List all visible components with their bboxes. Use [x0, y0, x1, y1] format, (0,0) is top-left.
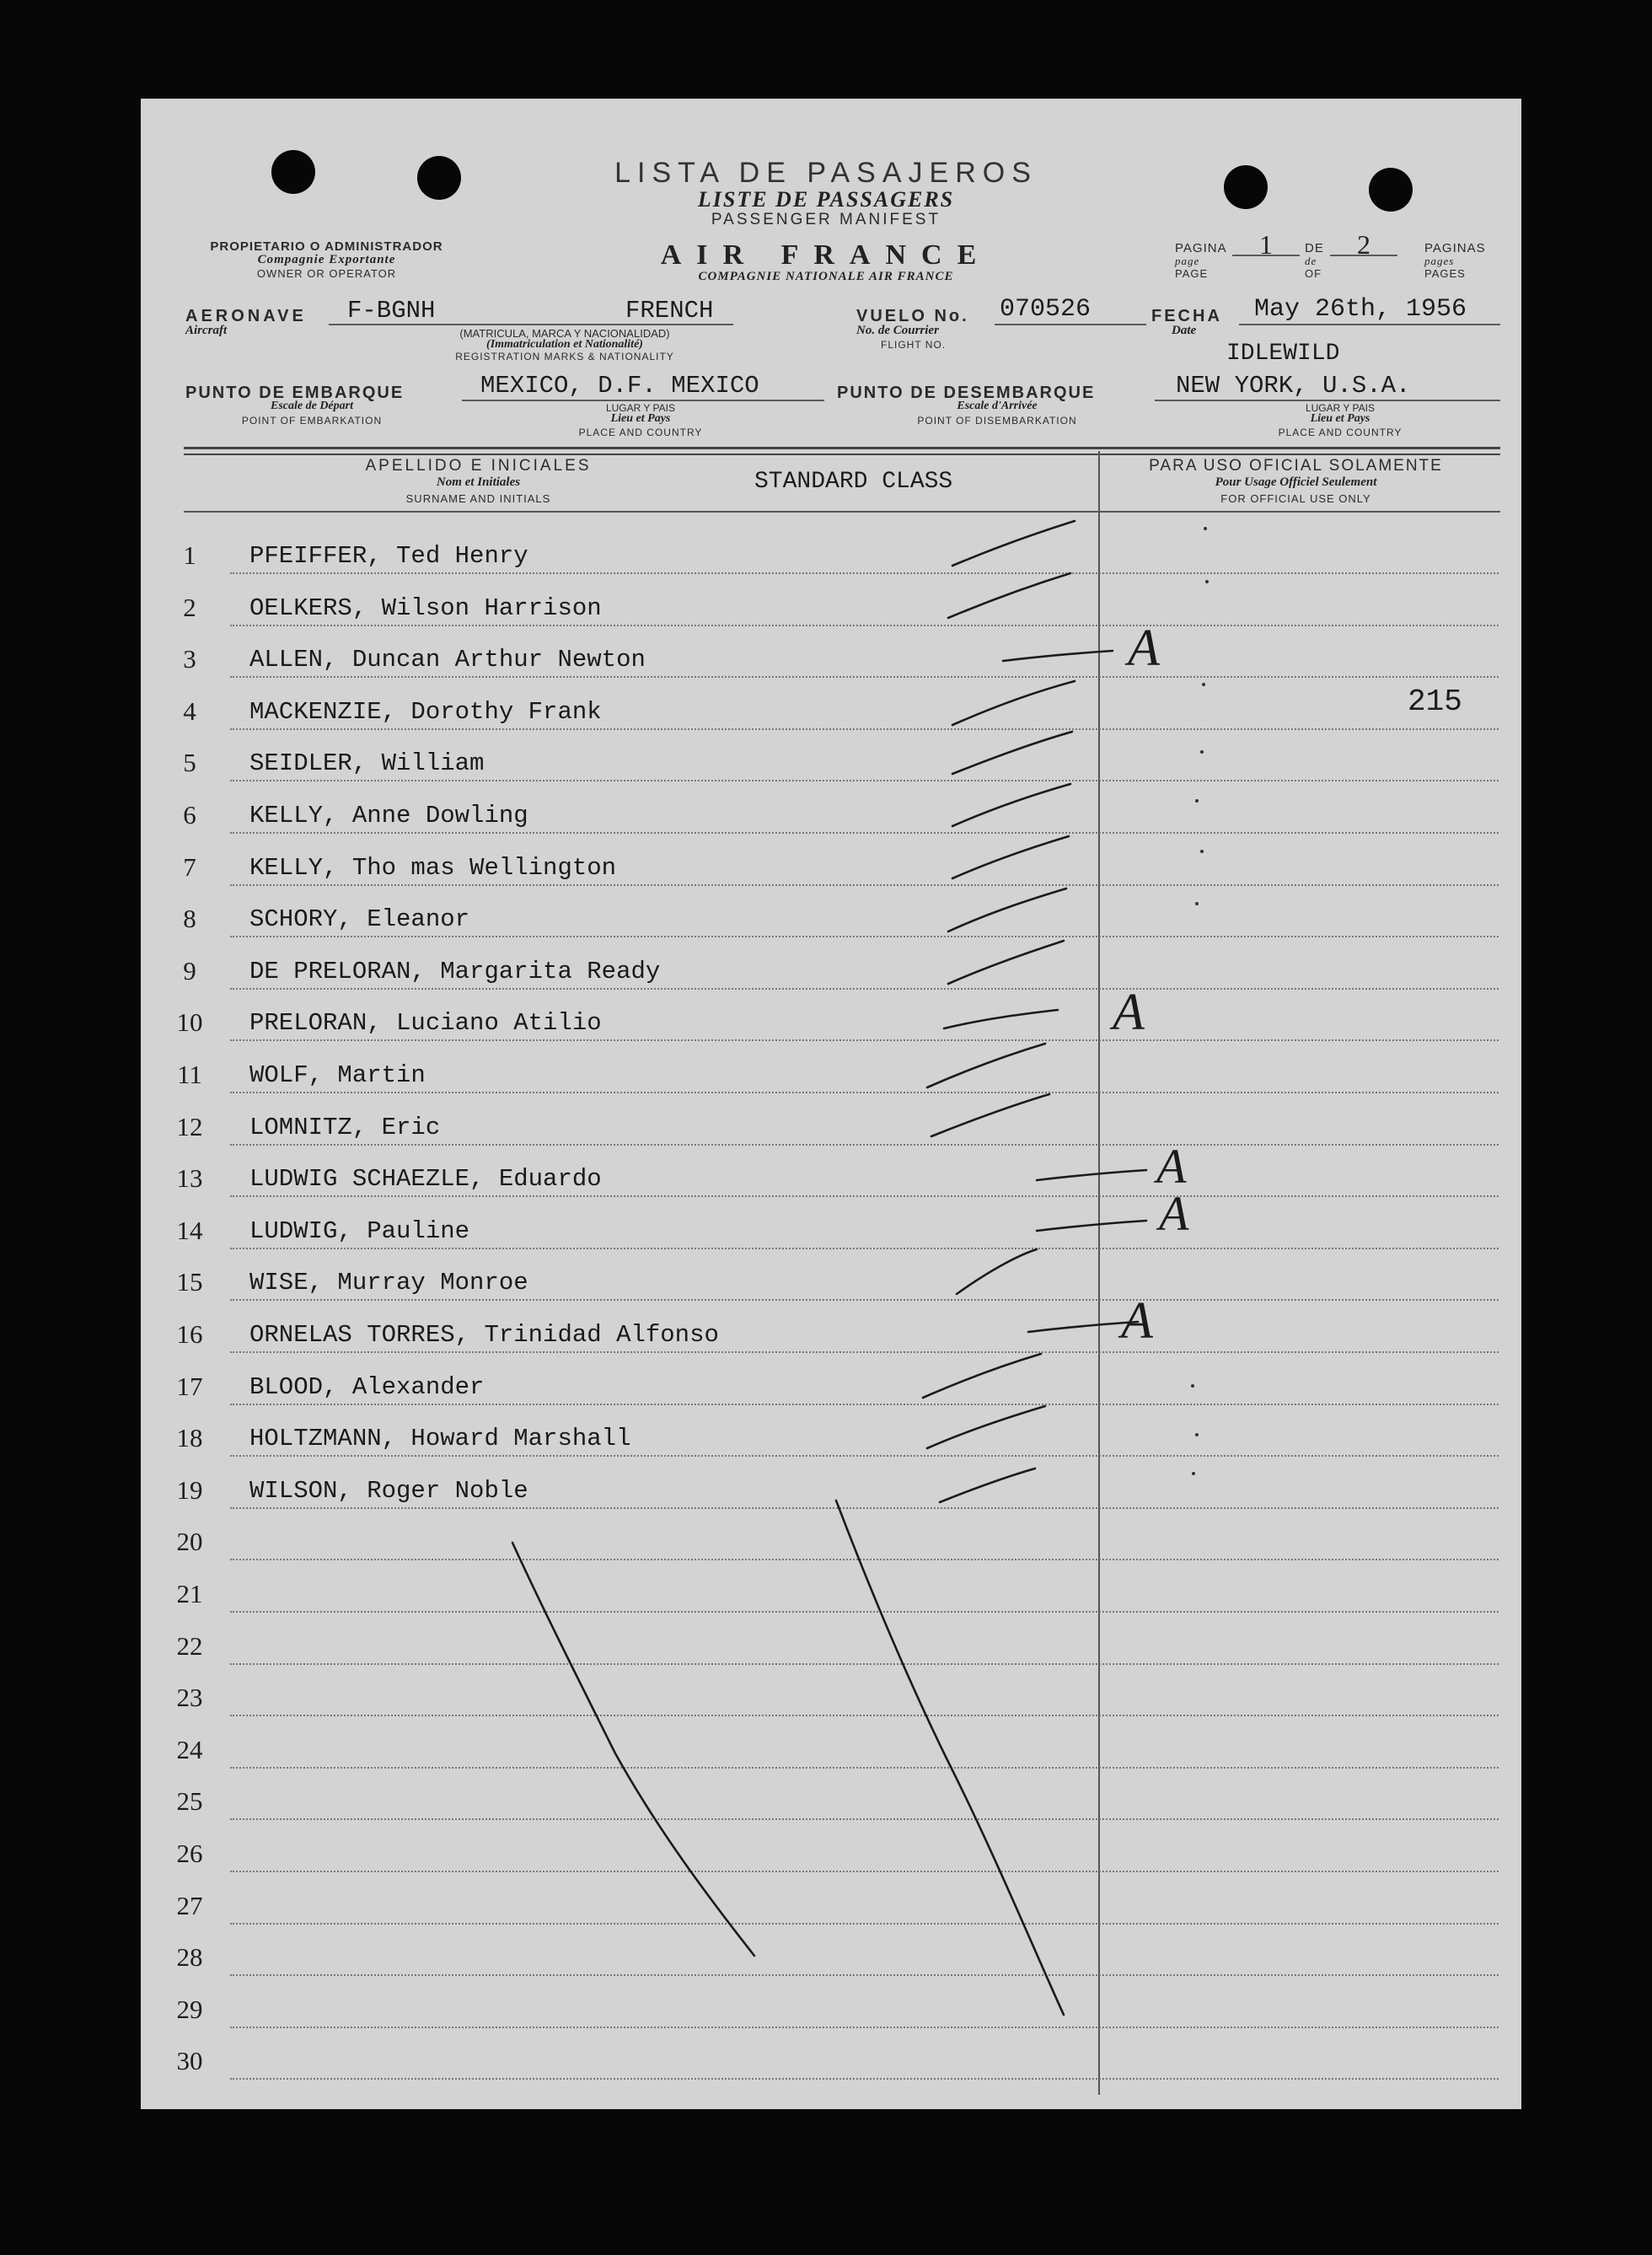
- row-number: 7: [183, 851, 196, 882]
- title-french: LISTE DE PASSAGERS: [697, 187, 955, 212]
- row-number: 10: [176, 1007, 203, 1038]
- check-mark-row-7: [952, 836, 1069, 878]
- row-number: 24: [176, 1734, 203, 1764]
- embark-label-en: POINT OF EMBARKATION: [241, 415, 383, 427]
- tick-dot: [1191, 1384, 1194, 1388]
- dash-row-13: [1037, 1170, 1146, 1180]
- check-mark-row-11: [927, 1044, 1045, 1087]
- aircraft-registration: F-BGNH: [347, 297, 436, 325]
- dash-row-10: [944, 1010, 1058, 1028]
- passenger-name: KELLY, Tho mas Wellington: [249, 853, 617, 882]
- official-note-215: 215: [1408, 685, 1462, 719]
- embark-label-fr: Escale de Départ: [271, 400, 353, 412]
- tick-dot: [1195, 799, 1199, 803]
- passenger-name: LUDWIG SCHAEZLE, Eduardo: [249, 1165, 602, 1194]
- disembark-value: NEW YORK, U.S.A.: [1176, 372, 1411, 400]
- disembark-place-es: LUGAR Y PAIS: [1305, 402, 1376, 414]
- flight-date: May 26th, 1956: [1254, 295, 1467, 324]
- row-number: 8: [183, 904, 196, 934]
- flight-label-en: FLIGHT NO.: [881, 339, 947, 351]
- disembark-place-fr: Lieu et Pays: [1310, 412, 1370, 425]
- mark-a-row-10: A: [1113, 984, 1145, 1041]
- page-label-en: PAGE: [1175, 267, 1209, 280]
- page-number: 1: [1259, 229, 1273, 260]
- pages-label-es: PAGINAS: [1424, 241, 1486, 255]
- row-number: 30: [176, 2046, 203, 2076]
- airline-name: AIR FRANCE: [660, 239, 992, 271]
- row-number: 16: [176, 1319, 203, 1349]
- owner-label-fr: Compagnie Exportante: [257, 253, 396, 266]
- owner-label-en: OWNER OR OPERATOR: [256, 267, 397, 280]
- row-number: 23: [176, 1683, 203, 1713]
- row-number: 4: [183, 695, 196, 726]
- airline-subtitle: COMPAGNIE NATIONALE AIR FRANCE: [698, 270, 954, 283]
- tick-dot: [1195, 1433, 1199, 1436]
- disembark-place-en: PLACE AND COUNTRY: [1278, 427, 1403, 438]
- row-number: 21: [176, 1579, 203, 1608]
- row-number: 14: [176, 1215, 203, 1245]
- date-label-fr: Date: [1172, 324, 1197, 337]
- row-number: 20: [176, 1527, 203, 1557]
- date-label: FECHA: [1151, 307, 1222, 325]
- col-name-header-es: APELLIDO E INICIALES: [365, 457, 592, 475]
- check-mark-row-8: [948, 889, 1066, 932]
- passenger-name: KELLY, Anne Dowling: [249, 802, 528, 830]
- check-mark-row-15: [957, 1249, 1037, 1294]
- reg-marks-en: REGISTRATION MARKS & NATIONALITY: [455, 351, 674, 362]
- mark-a-row-16: A: [1121, 1292, 1153, 1350]
- check-mark-row-2: [948, 573, 1070, 618]
- check-mark-row-19: [940, 1468, 1035, 1502]
- flight-label-fr: No. de Courrier: [856, 324, 939, 337]
- tick-dot: [1200, 750, 1204, 754]
- check-mark-row-17: [923, 1354, 1041, 1398]
- class-label: STANDARD CLASS: [754, 469, 953, 495]
- disembark-label-en: POINT OF DISEMBARKATION: [917, 415, 1077, 427]
- row-number: 3: [183, 644, 196, 674]
- embark-place-en: PLACE AND COUNTRY: [578, 427, 703, 438]
- passenger-name: LOMNITZ, Eric: [249, 1113, 441, 1141]
- page-label-fr: page: [1175, 255, 1200, 267]
- row-number: 9: [183, 955, 196, 985]
- flight-label: VUELO No.: [856, 307, 969, 325]
- of-label-es: DE: [1305, 241, 1324, 255]
- row-number: 26: [176, 1839, 203, 1868]
- tick-dot: [1192, 1472, 1195, 1475]
- of-label-en: OF: [1305, 267, 1322, 280]
- dash-row-3: [1003, 651, 1113, 661]
- row-number: 13: [176, 1163, 203, 1194]
- passenger-name: ORNELAS TORRES, Trinidad Alfonso: [249, 1321, 719, 1349]
- passenger-name: ALLEN, Duncan Arthur Newton: [249, 646, 646, 674]
- col-name-header-en: SURNAME AND INITIALS: [405, 492, 551, 505]
- flight-number: 070526: [1000, 295, 1092, 324]
- strike-line-left: [512, 1543, 754, 1956]
- embark-place-es: LUGAR Y PAIS: [605, 402, 676, 414]
- passenger-name: LUDWIG, Pauline: [249, 1216, 470, 1245]
- of-label-fr: de: [1305, 255, 1317, 267]
- row-number: 22: [176, 1630, 203, 1661]
- passenger-name: OELKERS, Wilson Harrison: [249, 593, 602, 622]
- embark-value: MEXICO, D.F. MEXICO: [480, 372, 759, 400]
- passenger-name: HOLTZMANN, Howard Marshall: [249, 1425, 631, 1453]
- disembark-label-fr: Escale d'Arrivée: [957, 400, 1038, 412]
- check-mark-row-6: [952, 784, 1070, 826]
- row-number: 1: [183, 540, 196, 570]
- col-official-header-fr: Pour Usage Officiel Seulement: [1215, 475, 1377, 489]
- pages-label-fr: pages: [1424, 255, 1455, 267]
- embark-label: PUNTO DE EMBARQUE: [185, 384, 405, 402]
- check-mark-row-1: [952, 521, 1075, 566]
- col-official-header-en: FOR OFFICIAL USE ONLY: [1220, 492, 1371, 505]
- mark-a-row-14: A: [1159, 1186, 1189, 1241]
- passenger-name: BLOOD, Alexander: [249, 1372, 485, 1401]
- check-mark-row-18: [927, 1406, 1045, 1448]
- tick-dot: [1200, 850, 1204, 853]
- strike-line-right: [836, 1501, 1064, 2015]
- aircraft-label-fr: Aircraft: [185, 324, 228, 337]
- row-number: 25: [176, 1786, 203, 1817]
- check-mark-row-9: [948, 941, 1064, 984]
- reg-marks-es: (MATRICULA, MARCA Y NACIONALIDAD): [459, 327, 670, 340]
- row-number: 6: [183, 800, 196, 830]
- check-mark-row-12: [931, 1094, 1049, 1136]
- reg-marks-fr: (Immatriculation et Nationalité): [486, 338, 643, 351]
- passenger-name: MACKENZIE, Dorothy Frank: [249, 697, 602, 726]
- row-number: 28: [176, 1942, 203, 1973]
- row-number: 27: [176, 1890, 203, 1920]
- dash-row-14: [1037, 1221, 1146, 1231]
- col-official-header-es: PARA USO OFICIAL SOLAMENTE: [1149, 457, 1443, 475]
- tick-dot: [1205, 580, 1209, 583]
- passenger-name: SEIDLER, William: [249, 749, 485, 778]
- passenger-name: PFEIFFER, Ted Henry: [249, 542, 528, 570]
- passenger-name: WILSON, Roger Noble: [249, 1476, 528, 1505]
- row-number: 17: [176, 1371, 203, 1401]
- tick-dot: [1202, 683, 1205, 686]
- passenger-name: PRELORAN, Luciano Atilio: [249, 1009, 602, 1038]
- disembark-label: PUNTO DE DESEMBARQUE: [837, 384, 1096, 402]
- tick-dot: [1204, 527, 1207, 530]
- owner-label-es: PROPIETARIO O ADMINISTRADOR: [210, 239, 443, 254]
- mark-a-row-13: A: [1156, 1139, 1187, 1194]
- row-number: 19: [176, 1474, 203, 1505]
- page-label-es: PAGINA: [1175, 241, 1227, 255]
- col-name-header-fr: Nom et Initiales: [436, 475, 521, 489]
- title-english: PASSENGER MANIFEST: [711, 211, 941, 228]
- row-number: 29: [176, 1994, 203, 2024]
- embark-place-fr: Lieu et Pays: [610, 412, 671, 425]
- check-mark-row-5: [952, 732, 1072, 774]
- row-number: 18: [176, 1423, 203, 1453]
- passenger-name: DE PRELORAN, Margarita Ready: [249, 957, 661, 985]
- row-number: 5: [183, 748, 196, 778]
- pages-label-en: PAGES: [1424, 267, 1466, 280]
- check-mark-row-4: [952, 681, 1075, 725]
- title-spanish: LISTA DE PASAJEROS: [614, 157, 1038, 189]
- arrival-airport: IDLEWILD: [1226, 341, 1340, 367]
- page-total: 2: [1357, 229, 1370, 260]
- row-number: 11: [177, 1060, 202, 1089]
- aircraft-nationality: FRENCH: [625, 297, 714, 325]
- passenger-name: WOLF, Martin: [249, 1061, 426, 1089]
- aircraft-label: AERONAVE: [185, 307, 307, 325]
- mark-a-row-3: A: [1128, 620, 1160, 677]
- row-number: 12: [176, 1111, 203, 1141]
- passenger-name: SCHORY, Eleanor: [249, 905, 470, 934]
- row-number: 2: [183, 592, 196, 622]
- passenger-name: WISE, Murray Monroe: [249, 1269, 528, 1297]
- tick-dot: [1195, 902, 1199, 905]
- row-number: 15: [176, 1267, 203, 1297]
